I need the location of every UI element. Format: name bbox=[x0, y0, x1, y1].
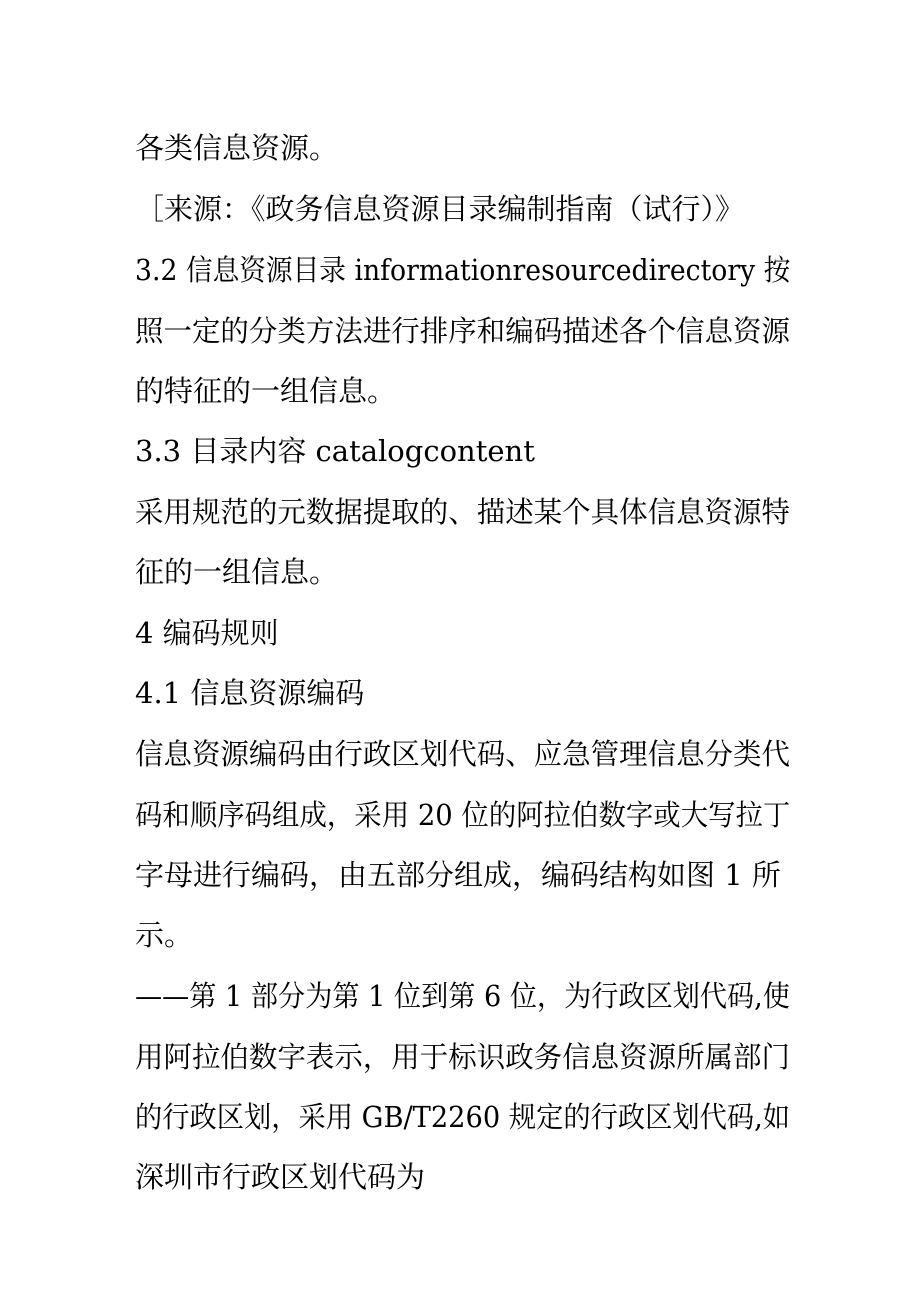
text-line: 信息资源编码由行政区划代码、应急管理信息分类代 bbox=[135, 737, 791, 771]
section-4-heading: 4 编码规则 bbox=[135, 616, 279, 650]
text-line: 各类信息资源。 bbox=[135, 131, 339, 165]
section-3-3-heading: 3.3 目录内容 catalogcontent bbox=[135, 434, 535, 468]
text-line: 示。 bbox=[135, 918, 194, 952]
text-line: 的行政区划，采用 GB/T2260 规定的行政区划代码,如 bbox=[135, 1100, 791, 1134]
text-line: 的特征的一组信息。 bbox=[135, 374, 397, 408]
text-line: 用阿拉伯数字表示，用于标识政务信息资源所属部门 bbox=[135, 1040, 791, 1074]
source-reference-line: ［来源：《政务信息资源目录编制指南（试行）》 bbox=[135, 192, 745, 226]
section-4-1-heading: 4.1 信息资源编码 bbox=[135, 676, 365, 710]
text-line: 字母进行编码，由五部分组成，编码结构如图 1 所 bbox=[135, 858, 781, 892]
section-3-2-heading: 3.2 信息资源目录 informationresourcedirectory 按 bbox=[135, 253, 791, 287]
text-line: 深圳市行政区划代码为 bbox=[135, 1160, 426, 1194]
text-line: 照一定的分类方法进行排序和编码描述各个信息资源 bbox=[135, 314, 791, 348]
list-item-part-1: ——第 1 部分为第 1 位到第 6 位，为行政区划代码,使 bbox=[135, 979, 790, 1013]
text-line: 码和顺序码组成，采用 20 位的阿拉伯数字或大写拉丁 bbox=[135, 798, 791, 832]
text-line: 征的一组信息。 bbox=[135, 555, 339, 589]
text-line: 采用规范的元数据提取的、描述某个具体信息资源特 bbox=[135, 495, 791, 529]
